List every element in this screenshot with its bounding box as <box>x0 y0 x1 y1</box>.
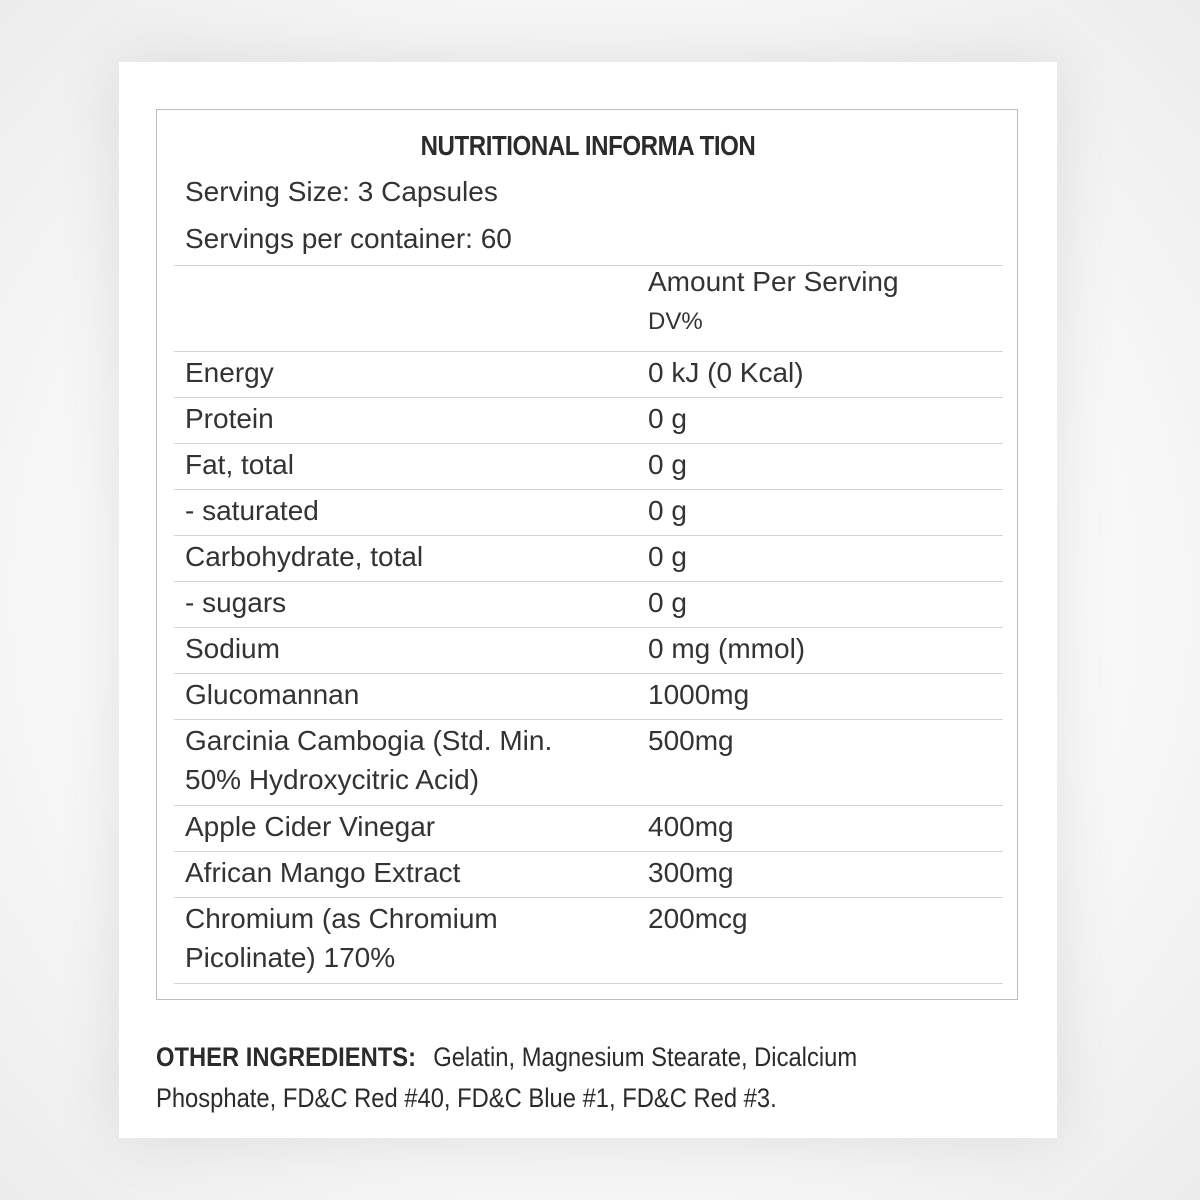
nutrient-name-line: Garcinia Cambogia (Std. Min. <box>185 725 553 756</box>
nutrient-name <box>185 445 625 484</box>
servings-per-container: Servings per container: 60 <box>185 223 512 254</box>
nutrient-amount: 0 g <box>648 541 687 572</box>
row-divider <box>174 397 1003 398</box>
nutrient-amount: 0 mg (mmol) <box>648 633 806 664</box>
nutrient-name-line: African Mango Extract <box>185 857 461 888</box>
other-ingredients-text-line1: Gelatin, Magnesium Stearate, Dicalcium <box>433 1042 858 1072</box>
nutrient-amount: 500mg <box>648 725 734 756</box>
row-divider <box>174 535 1003 536</box>
row-divider <box>174 581 1003 582</box>
nutrient-name-line: Glucomannan <box>185 679 360 710</box>
nutrient-amount: 0 g <box>648 449 687 480</box>
other-ingredients-label: OTHER INGREDIENTS: <box>156 1042 417 1072</box>
nutrient-name-line: Protein <box>185 403 274 434</box>
nutrient-name <box>185 399 625 438</box>
panel-title: NUTRITIONAL INFORMA TION <box>420 130 756 161</box>
nutrient-amount: 0 g <box>648 403 687 434</box>
nutrient-amount: 1000mg <box>648 679 750 710</box>
nutrient-name-line: - sugars <box>185 587 287 618</box>
nutrient-name <box>185 807 625 846</box>
nutrient-name-line: Sodium <box>185 633 280 664</box>
nutrient-name <box>185 353 625 392</box>
row-divider <box>174 851 1003 852</box>
dv-header: DV% <box>648 308 703 335</box>
row-divider <box>174 897 1003 898</box>
serving-size: Serving Size: 3 Capsules <box>185 176 498 207</box>
nutrient-name-line: Carbohydrate, total <box>185 541 424 572</box>
row-divider <box>174 443 1003 444</box>
label-card <box>119 62 1057 1138</box>
nutrient-amount: 0 kJ (0 Kcal) <box>648 357 804 388</box>
nutrient-name <box>185 675 625 714</box>
nutrient-name <box>185 853 625 892</box>
nutrient-amount: 0 g <box>648 495 687 526</box>
row-divider <box>174 351 1003 352</box>
nutrient-amount: 200mcg <box>648 903 748 934</box>
nutrient-name <box>185 721 625 799</box>
row-divider <box>174 489 1003 490</box>
nutrient-name <box>185 537 625 576</box>
row-divider <box>174 627 1003 628</box>
nutrient-name <box>185 899 625 977</box>
nutrient-name <box>185 583 625 622</box>
row-divider <box>174 719 1003 720</box>
nutrient-name-line: 50% Hydroxycitric Acid) <box>185 764 480 795</box>
nutrient-name-line: Apple Cider Vinegar <box>185 811 436 842</box>
nutrient-name-line: - saturated <box>185 495 319 526</box>
nutrient-amount: 400mg <box>648 811 734 842</box>
table-bottom-divider <box>174 983 1003 984</box>
nutrient-name-line: Energy <box>185 357 274 388</box>
other-ingredients <box>156 1037 1001 1119</box>
nutrient-amount: 0 g <box>648 587 687 618</box>
other-ingredients-text-line2: Phosphate, FD&C Red #40, FD&C Blue #1, FD&C Red #3. <box>156 1083 777 1113</box>
nutrient-name-line: Chromium (as Chromium <box>185 903 498 934</box>
nutrient-name <box>185 491 625 530</box>
nutrient-amount: 300mg <box>648 857 734 888</box>
nutrient-name <box>185 629 625 668</box>
row-divider <box>174 805 1003 806</box>
nutrition-panel <box>156 109 1018 1000</box>
row-divider <box>174 673 1003 674</box>
nutrient-name-line: Picolinate) 170% <box>185 942 396 973</box>
nutrient-name-line: Fat, total <box>185 449 294 480</box>
amount-per-serving-header: Amount Per Serving <box>648 266 899 297</box>
